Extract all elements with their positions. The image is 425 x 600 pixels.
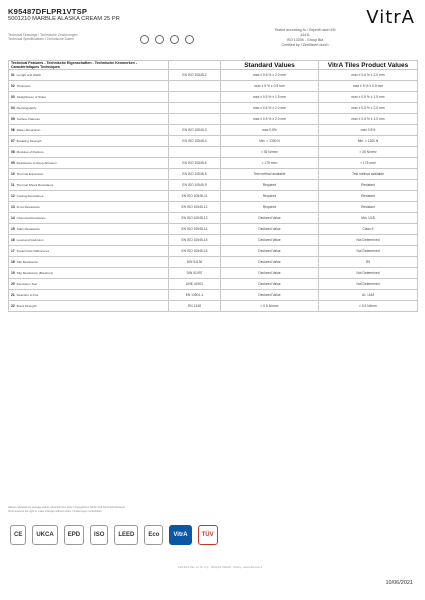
vitra-value-cell: < 175 mm³: [319, 158, 418, 169]
method-cell: EN 1348: [169, 301, 221, 312]
method-cell: EN ISO 10545-11: [169, 191, 221, 202]
cert-line: Tested according to / Geprüft nach EN 14411: [274, 28, 336, 37]
vitra-value-cell: Resistant: [319, 202, 418, 213]
certification-note: [270, 28, 340, 48]
feature-label: Chemical Resistance: [16, 215, 46, 220]
feature-cell: [9, 257, 169, 268]
method-cell: DIN 51097: [169, 268, 221, 279]
row-number: 15: [11, 226, 15, 231]
document-date: 10/06/2021: [385, 580, 413, 586]
feature-cell: [9, 224, 169, 235]
method-cell: EN ISO 10545-15: [169, 235, 221, 246]
standard-value-cell: max ± 5 % ± 0.5 mm: [221, 81, 319, 92]
product-header: [8, 7, 308, 23]
vitra-value-cell: Min. > 1300 N: [319, 136, 418, 147]
feature-label: Thermal Shock Resistance: [16, 182, 54, 187]
feature-cell: [9, 169, 169, 180]
vitra-value-cell: > 0.5 N/mm²: [319, 301, 418, 312]
table-body: [9, 70, 418, 312]
standard-value-cell: > 0.5 N/mm²: [221, 301, 319, 312]
standard-value-cell: max ± 0.6 % ± 2.0 mm: [221, 70, 319, 81]
method-cell: EN ISO 10545-2: [169, 70, 221, 81]
method-cell: [169, 147, 221, 158]
vitra-value-cell: Resistant: [319, 180, 418, 191]
standard-value-cell: max 0.5%: [221, 125, 319, 136]
table-row: [9, 147, 418, 158]
table-row: [9, 158, 418, 169]
header-vitra: VitrA Tiles Product Values: [319, 61, 418, 70]
standard-value-cell: Declared Value: [221, 224, 319, 235]
standard-value-cell: Test method available: [221, 169, 319, 180]
standard-value-cell: Declared Value: [221, 257, 319, 268]
feature-label: Frost Resistance: [16, 204, 40, 209]
row-number: 07: [11, 138, 15, 143]
floor-icon: [140, 35, 149, 44]
table-row: [9, 191, 418, 202]
table-row: [9, 246, 418, 257]
wall-icon: [155, 35, 164, 44]
feature-label: Breaking Strength: [16, 138, 42, 143]
method-cell: EN ISO 10545-9: [169, 180, 221, 191]
row-number: 17: [11, 248, 15, 253]
method-cell: EN ISO 10545-8: [169, 169, 221, 180]
feature-cell: [9, 136, 169, 147]
product-code: K95487DFLPR1VTSP: [8, 7, 88, 16]
row-number: 16: [11, 237, 15, 242]
vitra-value-cell: max ± 0.5 % ± 2.0 mm: [319, 103, 418, 114]
row-number: 06: [11, 127, 15, 132]
frost-icon: [185, 35, 194, 44]
standard-value-cell: max ± 0.5 % ± 1.5 mm: [221, 92, 319, 103]
table-row: [9, 70, 418, 81]
standard-value-cell: Required: [221, 202, 319, 213]
standard-value-cell: Declared Value: [221, 279, 319, 290]
feature-label: Rectangularity: [16, 105, 37, 110]
table-row: [9, 136, 418, 147]
feature-cell: [9, 147, 169, 158]
method-cell: DIN 51130: [169, 257, 221, 268]
feature-label: Lead and Cadmium: [16, 237, 44, 242]
row-number: 19: [11, 270, 15, 275]
row-number: 03: [11, 94, 15, 99]
standard-value-cell: Required: [221, 191, 319, 202]
method-cell: [169, 103, 221, 114]
table-row: [9, 290, 418, 301]
product-icon-row: [140, 35, 194, 44]
certification-marks: [10, 523, 415, 547]
row-number: 10: [11, 171, 15, 176]
method-cell: EN ISO 10545-4: [169, 136, 221, 147]
feature-label: Modulus of Rupture: [16, 149, 44, 154]
vitra-value-cell: max 0.5%: [319, 125, 418, 136]
header-features: Technical Features - Technische Eigenschaften - Technische Kenmerken - Caractéristiques Techniques: [9, 61, 169, 70]
footer-note: VitrA reserves the right to make changes without notice / Änderungen vorbehalten: [8, 510, 102, 513]
feature-cell: [9, 202, 169, 213]
standard-value-cell: max ± 0.5 % ± 2.0 mm: [221, 103, 319, 114]
vitra-value-cell: Not Determined: [319, 279, 418, 290]
feature-label: Length and Width: [16, 72, 41, 77]
vitra-value-cell: R9: [319, 257, 418, 268]
table-row: [9, 235, 418, 246]
standard-value-cell: Min. > 1300 N: [221, 136, 319, 147]
vitra-value-cell: max ± 5 % ± 0.5 mm: [319, 81, 418, 92]
method-cell: EN ISO 10545-12: [169, 202, 221, 213]
row-number: 11: [11, 182, 15, 187]
table-row: [9, 257, 418, 268]
feature-cell: [9, 213, 169, 224]
feature-cell: [9, 180, 169, 191]
feature-label: Crazing Resistance: [16, 193, 44, 198]
vitra-value-cell: max ± 0.5 % ± 1.5 mm: [319, 92, 418, 103]
tuv-mark: TÜV: [198, 525, 218, 545]
leed-mark: LEED: [114, 525, 138, 545]
row-number: 22: [11, 303, 15, 308]
feature-label: Thermal Expansion: [16, 171, 44, 176]
vitra-mark: VitrA: [169, 525, 191, 545]
row-number: 04: [11, 105, 15, 110]
table-row: [9, 301, 418, 312]
feature-cell: [9, 114, 169, 125]
table-row: [9, 103, 418, 114]
feature-cell: [9, 158, 169, 169]
table-row: [9, 268, 418, 279]
feature-cell: [9, 279, 169, 290]
feature-cell: [9, 81, 169, 92]
standard-value-cell: max ± 0.5 % ± 2.0 mm: [221, 114, 319, 125]
row-number: 13: [11, 204, 15, 209]
standard-value-cell: Declared Value: [221, 268, 319, 279]
row-number: 14: [11, 215, 15, 220]
feature-cell: [9, 92, 169, 103]
iso-mark: ISO: [90, 525, 108, 545]
vitra-value-cell: Class 5: [319, 224, 418, 235]
feature-label: Reaction to Fire: [16, 292, 39, 297]
standard-value-cell: > 35 N/mm²: [221, 147, 319, 158]
feature-label: Straightness of Sides: [16, 94, 46, 99]
method-cell: [169, 81, 221, 92]
feature-label: Resistance to Deep Abrasion: [16, 160, 57, 165]
feature-label: Pendulum Test: [16, 281, 38, 286]
row-number: 05: [11, 116, 15, 121]
method-cell: [169, 114, 221, 125]
table-header-row: [9, 61, 418, 70]
feature-cell: [9, 235, 169, 246]
epd-mark: EPD: [64, 525, 84, 545]
ukca-mark: UKCA: [32, 525, 57, 545]
method-cell: EN ISO 10545-3: [169, 125, 221, 136]
feature-label: Slip Resistance: [16, 259, 38, 264]
header-standard: Standard Values: [221, 61, 319, 70]
vitra-value-cell: Not Determined: [319, 246, 418, 257]
small-notes: [8, 33, 118, 42]
standard-value-cell: Declared Value: [221, 235, 319, 246]
row-number: 20: [11, 281, 15, 286]
eco-mark: Eco: [144, 525, 163, 545]
row-number: 12: [11, 193, 15, 198]
method-cell: EN ISO 10545-14: [169, 224, 221, 235]
header-method: [169, 61, 221, 70]
table-row: [9, 125, 418, 136]
method-cell: EN ISO 10545-16: [169, 246, 221, 257]
company-line: VitrA Karo San. ve Tic. A.Ş. - Bozüyük / Bilecik - Turkey - www.vitra.com.tr: [177, 566, 263, 569]
table-row: [9, 114, 418, 125]
small-note: Technical Specifications / Technische Daten: [8, 37, 74, 42]
row-number: 09: [11, 160, 15, 165]
cert-line: ISO 13006 - Group BIa: [286, 38, 324, 42]
row-number: 02: [11, 83, 15, 88]
table-row: [9, 224, 418, 235]
feature-label: Stain Resistance: [16, 226, 40, 231]
table-row: [9, 81, 418, 92]
standard-value-cell: Declared Value: [221, 213, 319, 224]
footer-notes: [8, 506, 308, 514]
feature-label: Water Absorption: [16, 127, 41, 132]
table-row: [9, 213, 418, 224]
method-cell: [169, 92, 221, 103]
ce-mark: CE: [10, 525, 26, 545]
row-number: 08: [11, 149, 15, 154]
footer-note: Values indicated are average values obtained from tests / Angegebene Werte sind Durchschnittswerte: [8, 506, 125, 509]
vitra-value-cell: > 35 N/mm²: [319, 147, 418, 158]
feature-label: Bond Strength: [16, 303, 37, 308]
feature-cell: [9, 191, 169, 202]
vitra-value-cell: Not Determined: [319, 268, 418, 279]
feature-cell: [9, 103, 169, 114]
vitra-value-cell: max ± 0.5 % ± 2.0 mm: [319, 114, 418, 125]
table-row: [9, 169, 418, 180]
vitra-value-cell: A1 / A1fl: [319, 290, 418, 301]
table-row: [9, 92, 418, 103]
feature-label: Thickness: [16, 83, 31, 88]
feature-cell: [9, 125, 169, 136]
method-cell: EN 13501-1: [169, 290, 221, 301]
feature-cell: [9, 246, 169, 257]
method-cell: UNE 41901: [169, 279, 221, 290]
vitra-logo: VitrA: [366, 7, 415, 28]
vitra-value-cell: Test method available: [319, 169, 418, 180]
standard-value-cell: Declared Value: [221, 246, 319, 257]
technical-table: [8, 60, 418, 312]
feature-label: Small Color Differences: [16, 248, 50, 253]
feature-label: Surface Flatness: [16, 116, 40, 121]
feature-cell: [9, 70, 169, 81]
table-row: [9, 202, 418, 213]
row-number: 18: [11, 259, 15, 264]
feature-cell: [9, 290, 169, 301]
vitra-value-cell: Resistant: [319, 191, 418, 202]
product-description: 5001210 MARBLE ALASKA CREAM 25 PR: [8, 16, 120, 22]
row-number: 01: [11, 72, 15, 77]
outdoor-icon: [170, 35, 179, 44]
standard-value-cell: Required: [221, 180, 319, 191]
method-cell: EN ISO 10545-13: [169, 213, 221, 224]
table-row: [9, 279, 418, 290]
standard-value-cell: Declared Value: [221, 290, 319, 301]
small-note: Technical Drawings / Technische Zeichnungen: [8, 33, 78, 37]
method-cell: EN ISO 10545-6: [169, 158, 221, 169]
vitra-value-cell: max ± 0.6 % ± 2.0 mm: [319, 70, 418, 81]
cert-line: Certified by / Zertifiziert durch: [281, 43, 329, 47]
table-row: [9, 180, 418, 191]
feature-label: Slip Resistance (Barefoot): [16, 270, 53, 275]
standard-value-cell: < 175 mm³: [221, 158, 319, 169]
row-number: 21: [11, 292, 15, 297]
feature-cell: [9, 301, 169, 312]
vitra-value-cell: Not Determined: [319, 235, 418, 246]
vitra-value-cell: Min. ULB: [319, 213, 418, 224]
feature-cell: [9, 268, 169, 279]
